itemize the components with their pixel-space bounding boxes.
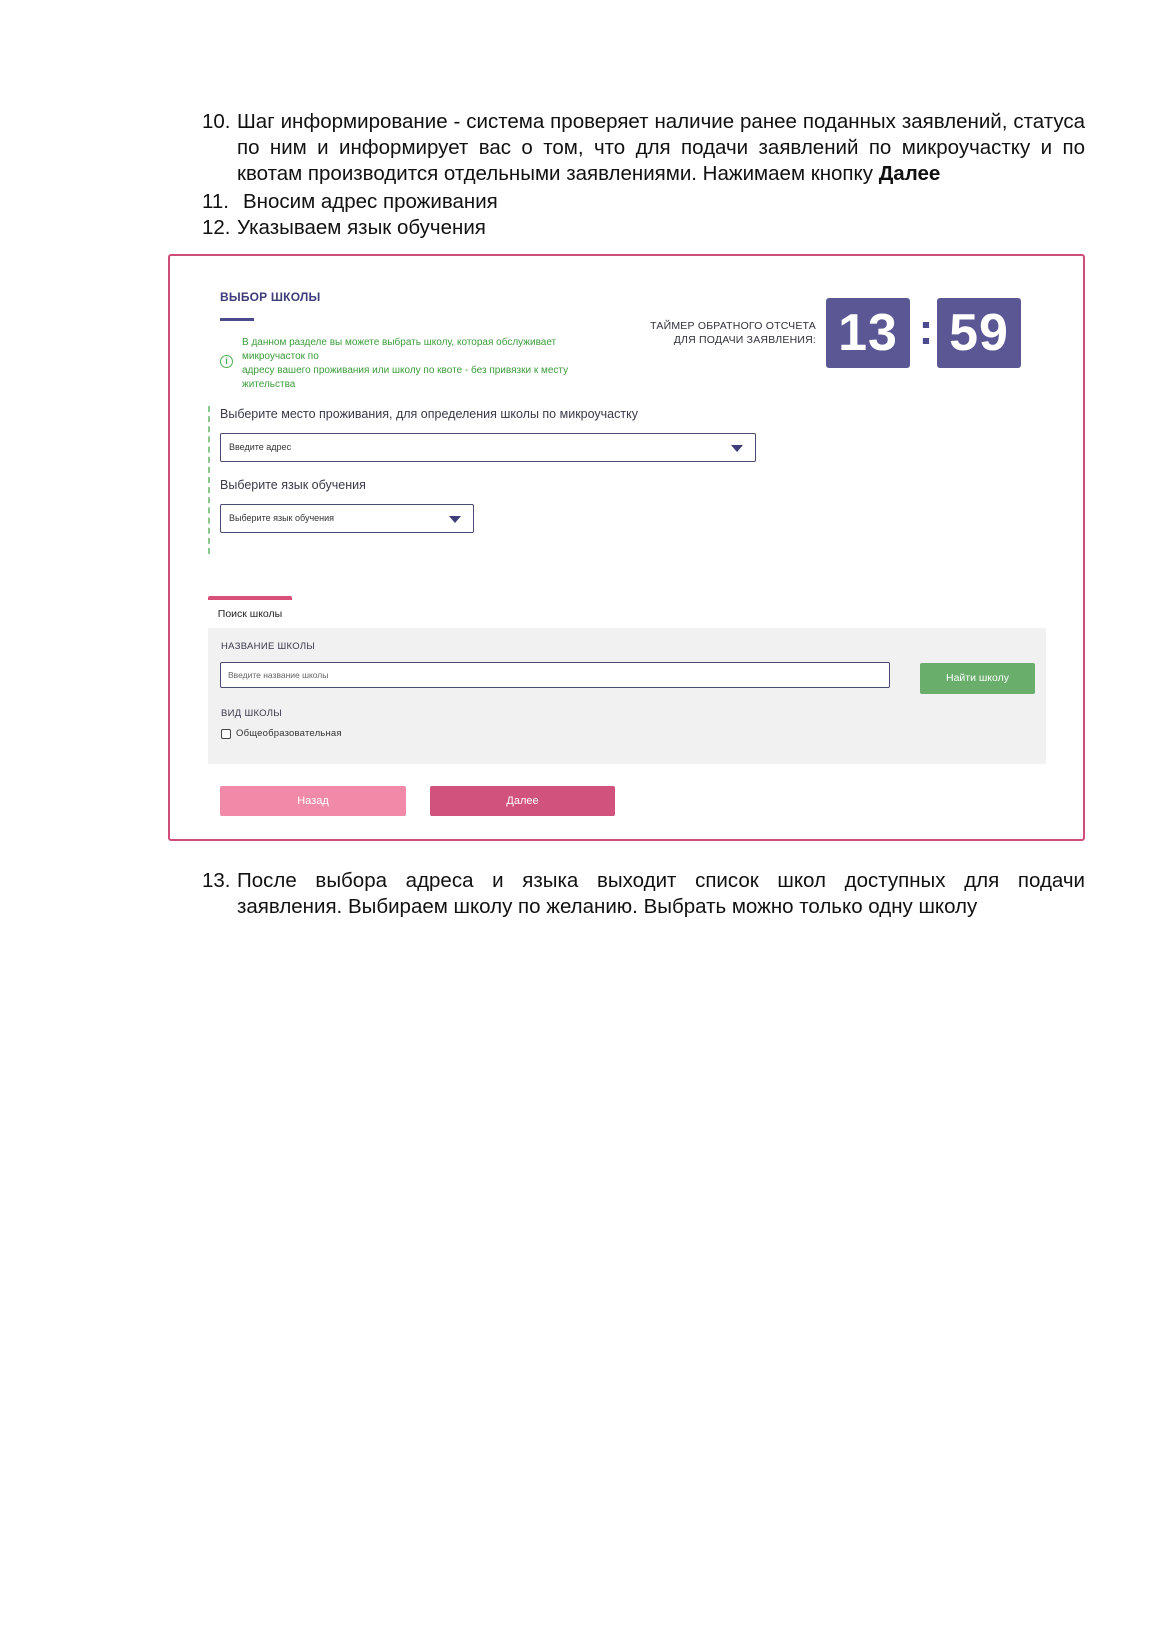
language-placeholder: Выберите язык обучения bbox=[229, 513, 335, 523]
chevron-down-icon bbox=[731, 445, 743, 452]
timer-minutes: 13 bbox=[826, 298, 910, 368]
step-11-text: Вносим адрес проживания bbox=[243, 190, 498, 213]
step-11 bbox=[202, 189, 1085, 215]
chevron-down-icon bbox=[449, 516, 461, 523]
step-13 bbox=[202, 868, 1085, 920]
title-underline bbox=[220, 318, 254, 321]
address-placeholder: Введите адрес bbox=[229, 442, 292, 452]
general-school-label: Общеобразовательная bbox=[236, 728, 342, 739]
language-select[interactable] bbox=[220, 504, 474, 533]
timer-label: ТАЙМЕР ОБРАТНОГО ОТСЧЕТА ДЛЯ ПОДАЧИ ЗАЯВЛЕНИЯ: bbox=[650, 320, 816, 346]
school-name-input[interactable]: Введите название школы bbox=[220, 662, 890, 688]
step-13-number: 13. bbox=[202, 869, 231, 892]
back-button[interactable]: Назад bbox=[220, 786, 406, 816]
step-11-number: 11. bbox=[202, 190, 229, 213]
step-12-number: 12. bbox=[202, 216, 231, 239]
general-school-checkbox[interactable] bbox=[221, 729, 231, 739]
step-10-bold: Далее bbox=[878, 162, 941, 185]
timer-separator: : bbox=[918, 305, 934, 354]
find-school-button[interactable]: Найти школу bbox=[920, 663, 1035, 694]
language-label: Выберите язык обучения bbox=[220, 478, 366, 492]
step-10 bbox=[202, 109, 1085, 187]
step-10-number: 10. bbox=[202, 110, 231, 133]
step-13-line-1: После выбора адреса и языка выходит список школ доступных для подачи bbox=[237, 869, 1085, 892]
timer-seconds: 59 bbox=[937, 298, 1021, 368]
school-type-label: ВИД ШКОЛЫ bbox=[221, 708, 282, 719]
info-icon: i bbox=[220, 355, 233, 368]
step-12 bbox=[202, 215, 1085, 241]
school-selection-screenshot bbox=[168, 254, 1085, 841]
school-name-label: НАЗВАНИЕ ШКОЛЫ bbox=[221, 641, 316, 652]
next-button[interactable]: Далее bbox=[430, 786, 615, 816]
form-rail bbox=[208, 406, 210, 554]
step-13-line-2: заявления. Выбираем школу по желанию. Выбрать можно только одну школу bbox=[237, 895, 978, 918]
search-panel bbox=[208, 628, 1046, 764]
step-10-text: Шаг информирование - система проверяет наличие ранее поданных заявлений, статуса по ним и информирует вас о том, что для подачи заявлений по микроучастку и по квотам производится отдельными заявлениями. Нажимаем кнопку Далее bbox=[237, 110, 1085, 185]
tab-school-search[interactable]: Поиск школы bbox=[208, 600, 292, 628]
step-12-text: Указываем язык обучения bbox=[237, 216, 486, 239]
address-label: Выберите место проживания, для определения школы по микроучастку bbox=[220, 407, 638, 421]
section-title: ВЫБОР ШКОЛЫ bbox=[220, 290, 321, 304]
info-text: В данном разделе вы можете выбрать школу, которая обслуживает микроучасток по адресу вашего проживания или школу по квоте - без привязки к месту жительства bbox=[242, 337, 569, 390]
address-select[interactable] bbox=[220, 433, 756, 462]
